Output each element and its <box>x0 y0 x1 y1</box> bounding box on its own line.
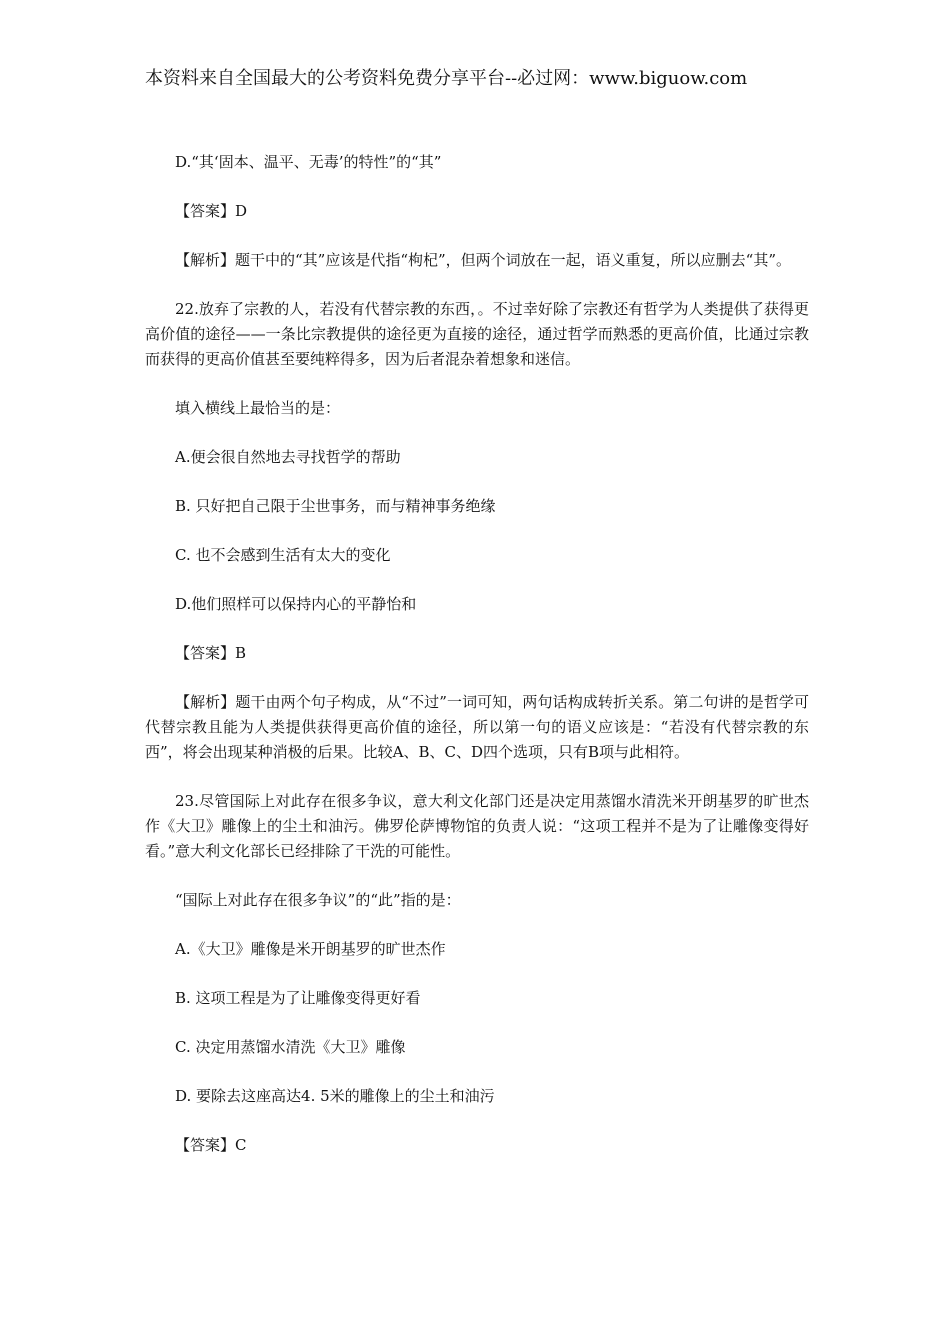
document-body <box>145 150 809 1182</box>
option-c-q23: C. 决定用蒸馏水清洗《大卫》雕像 <box>175 1038 406 1056</box>
option-a-q23: A.《大卫》雕像是米开朗基罗的旷世杰作 <box>175 940 446 958</box>
page-header: 本资料来自全国最大的公考资料免费分享平台--必过网：www.biguow.com <box>145 68 748 89</box>
option-b-q23: B. 这项工程是为了让雕像变得更好看 <box>175 989 421 1007</box>
answer-q22: 【答案】B <box>175 644 247 662</box>
answer-q21: 【答案】D <box>175 202 248 220</box>
prompt-q23: “国际上对此存在很多争议”的“此”指的是： <box>175 891 461 909</box>
option-d-q21: D.“其‘固本、温平、无毒’的特性”的“其” <box>175 153 442 171</box>
option-b-q22: B. 只好把自己限于尘世事务，而与精神事务绝缘 <box>175 497 496 515</box>
option-c-q22: C. 也不会感到生活有太大的变化 <box>175 546 391 564</box>
answer-q23: 【答案】C <box>175 1136 247 1154</box>
prompt-q22: 填入横线上最恰当的是： <box>175 399 341 417</box>
question-22: 22.放弃了宗教的人，若没有代替宗教的东西，。不过幸好除了宗教还有哲学为人类提供了获得更高价值的途径——一条比宗教提供的途径更为直接的途径，通过哲学而熟悉的更高价值，比通过宗教而获得的更高价值甚至要纯粹得多，因为后者混杂着想象和迷信。 <box>145 300 809 368</box>
option-d-q23: D. 要除去这座高达4. 5米的雕像上的尘土和油污 <box>175 1087 495 1105</box>
analysis-q21: 【解析】题干中的“其”应该是代指“枸杞”，但两个词放在一起，语义重复，所以应删去“其”。 <box>175 251 792 269</box>
option-a-q22: A.便会很自然地去寻找哲学的帮助 <box>175 448 401 466</box>
question-23: 23.尽管国际上对此存在很多争议，意大利文化部门还是决定用蒸馏水清洗米开朗基罗的旷世杰作《大卫》雕像上的尘土和油污。佛罗伦萨博物馆的负责人说：“这项工程并不是为了让雕像变得好看。”意大利文化部长已经排除了干洗的可能性。 <box>145 792 809 860</box>
analysis-q22: 【解析】题干由两个句子构成，从“不过”一词可知，两句话构成转折关系。第二句讲的是哲学可代替宗教且能为人类提供获得更高价值的途径，所以第一句的语义应该是：“若没有代替宗教的东西”，将会出现某种消极的后果。比较A、B、C、D四个选项，只有B项与此相符。 <box>145 693 809 761</box>
option-d-q22: D.他们照样可以保持内心的平静怡和 <box>175 595 417 613</box>
